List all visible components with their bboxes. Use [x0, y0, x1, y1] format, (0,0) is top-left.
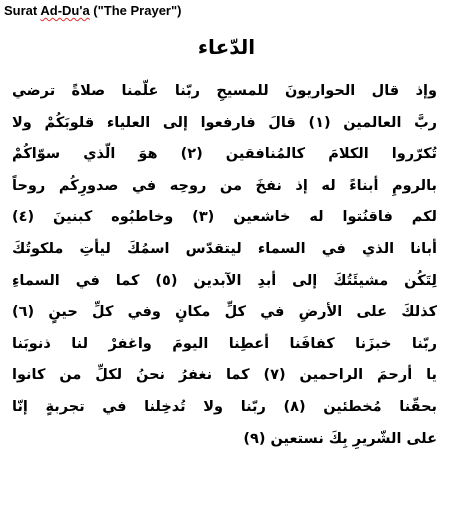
prayer-line: بحقّنا مُخطئين (٨) ربّنا ولا تُدخِلنا في تجربةٍ إنّا: [12, 398, 437, 415]
prayer-text: [12, 76, 437, 455]
prayer-line: بالرومِ أبناءً له إذ نفخَ من روحِه في صدورِكُم روحاً: [12, 177, 437, 194]
prayer-line: ربّنا خبزَنا كفافَنا أعطِنا اليومَ واغفرْ لنا ذنوبَنا: [12, 335, 437, 352]
prayer-line: يا أرحمَ الراحمين (٧) كما نغفرُ نحنُ لكلِّ من كانوا: [12, 367, 437, 384]
title-suffix: ("The Prayer"): [89, 3, 182, 18]
prayer-line: كذلكَ على الأرضِ في كلِّ مكانٍ وفي كلِّ حينٍ (٦): [12, 304, 437, 321]
document-title: [4, 3, 182, 18]
title-misspelled-word[interactable]: Ad-Du'a: [40, 3, 90, 18]
section-heading: الدّعاء: [197, 35, 256, 59]
prayer-line: على الشّريرِ بِكَ نستعين (٩): [243, 430, 437, 447]
prayer-line: لِتَكُن مشيئَتُكَ إلى أبدِ الآبدين (٥) كما في السماءِ: [12, 272, 437, 289]
title-prefix: Surat: [4, 3, 38, 18]
prayer-line: تُكرّروا الكلامَ كالمُنافقين (٢) هوَ الّذي سوّاكُمْ: [12, 146, 437, 163]
prayer-line: وإذ قال الحواريونَ للمسيحِ ربّنا علّمنا صلاةً ترضي: [12, 83, 437, 99]
prayer-line: لكم فاقنُتوا له خاشعين (٣) وخاطبُوه كبنينَ (٤): [12, 209, 437, 226]
prayer-line: ربَّ العالمين (١) قالَ فارفعوا إلى العلياء قلوبَكُمْ ولا: [12, 114, 437, 131]
prayer-line: أبانا الذي في السماء ليتقدّس اسمُكَ ليأتِ ملكوتُكَ: [12, 240, 437, 257]
